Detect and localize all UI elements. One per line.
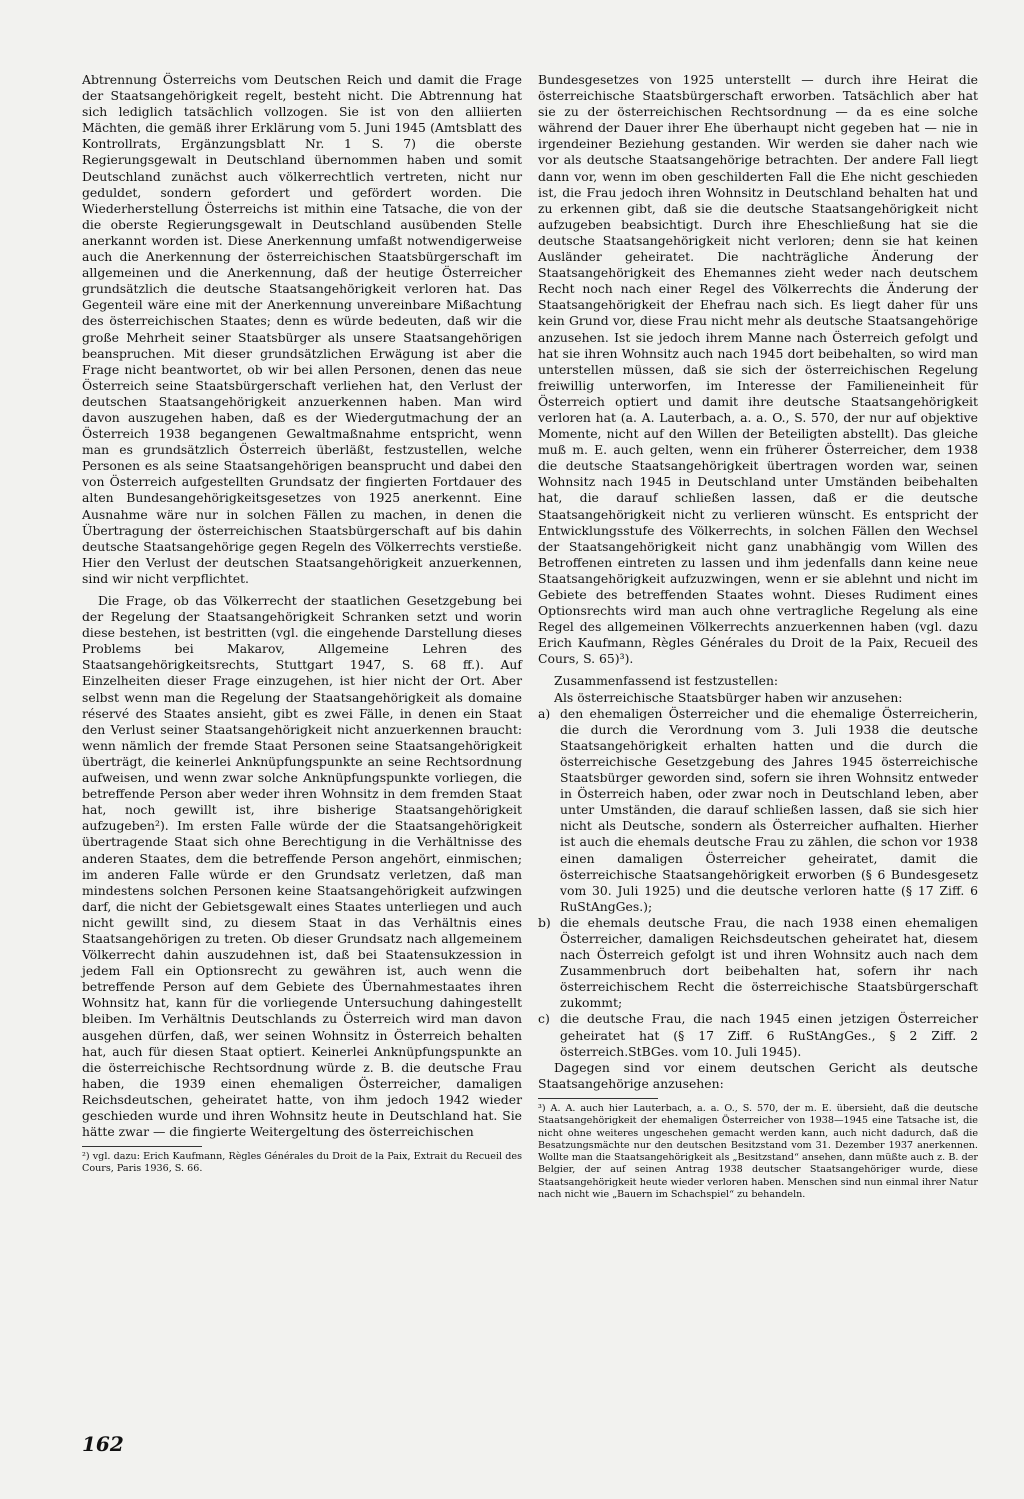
list-item-text: den ehemaligen Österreicher und die ehemalige Österreicherin, die durch die Verordnung vom 3. Juli 1938 die deutsche Staatsangehörigkeit erhalten hatten und die durch die österreichische Gesetzgebung des Jahres 1945 österreichische Staatsbürger geworden sind, sofern sie ihren Wohnsitz entweder in Österreich haben, oder zwar noch in Deutschland leben, aber unter Umständen, die darauf schließen lassen, daß sie sich hier nicht als Deutsche, sondern als Österreicher aufhalten. Hierher ist auch die ehemals deutsche Frau zu zählen, die schon vor 1938 einen damaligen Österreicher geheiratet, damit die österreichische Staatsangehörigkeit erworben (§ 6 Bundesgesetz vom 30. Juli 1925) und die deutsche verloren hatte (§ 17 Ziff. 6 RuStAngGes.); [560, 705, 978, 914]
page-number: 162 [82, 1432, 124, 1456]
paragraph: Die Frage, ob das Völkerrecht der staatlichen Gesetzgebung bei der Regelung der Staatsangehörigkeit Schranken setzt und worin diese bestehen, ist bestritten (vgl. die eingehende Darstellung dieses Problems bei Makarov, Allgemeine Lehren des Staatsangehörigkeitsrechts, Stuttgart 1947, S. 68 ff.). Auf Einzelheiten dieser Frage einzugehen, ist hier nicht der Ort. Aber selbst wenn man die Regelung der Staatsangehörigkeit als domaine réservé des Staates ansieht, gibt es zwei Fälle, in denen ein Staat den Verlust seiner Staatsangehörigkeit nicht anzuerkennen braucht: wenn nämlich der fremde Staat Personen seine Staatsangehörigkeit überträgt, die keinerlei Anknüpfungspunkte an seine Rechtsordnung aufweisen, und wenn zwar solche Anknüpfungspunkte vorliegen, die betreffende Person aber weder ihren Wohnsitz in dem fremden Staat hat, noch gewillt ist, ihre bisherige Staatsangehörigkeit aufzugeben²). Im ersten Falle würde der die Staatsangehörigkeit übertragende Staat sich ohne Berechtigung in die Verhältnisse des anderen Staates, dem die betreffende Person angehört, einmischen; im anderen Falle würde er den Grundsatz verletzen, daß man mindestens solchen Personen keine Staatsangehörigkeit aufzwingen darf, die nicht der Gebietsgewalt eines Staates unterliegen und auch nicht gewillt sind, zu diesem Staat in das Verhältnis eines Staatsangehörigen zu treten. Ob dieser Grundsatz nach allgemeinem Völkerrecht dahin auszudehnen ist, daß bei Staatensukzession in jedem Fall ein Optionsrecht zu gewähren ist, auch wenn die betreffende Person auf dem Gebiete des Übernahmestaates ihren Wohnsitz hat, kann für die vorliegende Untersuchung dahingestellt bleiben. Im Verhältnis Deutschlands zu Österreich wird man davon ausgehen dürfen, daß, wer seinen Wohnsitz in Österreich behalten hat, auch für diesen Staat optiert. Keinerlei Anknüpfungspunkte an die österreichische Rechtsordnung würde z. B. die deutsche Frau haben, die 1939 einen ehemaligen Österreicher, damaligen Reichsdeutschen, geheiratet hatte, von ihm jedoch 1942 wieder geschieden wurde und ihren Wohnsitz heute in Deutschland hat. Sie hätte zwar — die fingierte Weitergeltung des österreichischen [82, 593, 522, 1140]
paragraph: Als österreichische Staatsbürger haben wir anzusehen: [554, 689, 903, 705]
list-marker: c) [538, 1011, 550, 1027]
footnote-3: ³) A. A. auch hier Lauterbach, a. a. O., S. 570, der m. E. übersieht, daß die deutsche Staatsangehörigkeit der ehemaligen Österreicher von 1938—1945 eine Tatsache ist, die nicht ohne weiteres ungeschehen gemacht werden kann, auch nicht dadurch, daß die Besatzungsmächte nur den deutschen Besitzstand vom 31. Dezember 1937 anerkennen. Wollte man die Staatsangehörigkeit als „Besitzstand“ ansehen, dann müßte auch z. B. der Belgier, der auf seinen Antrag 1938 deutscher Staatsangehöriger wurde, diese Staatsangehörigkeit heute wieder verloren haben. Menschen sind nun einmal ihrer Natur nach nicht wie „Bauern im Schachspiel“ zu behandeln. [538, 1102, 978, 1200]
list-item-text: die ehemals deutsche Frau, die nach 1938 einen ehemaligen Österreicher, damaligen Reichsdeutschen geheiratet hat, diesem nach Österreich gefolgt ist und ihren Wohnsitz auch nach dem Zusammenbruch dort beibehalten hat, sofern ihr nach österreichischem Recht die österreichische Staatsbürgerschaft zukommt; [560, 914, 978, 1011]
numbered-list [538, 706, 978, 1060]
footnote-rule [82, 1146, 202, 1147]
footnote-rule [538, 1098, 658, 1099]
list-item [538, 915, 978, 1012]
right-column [538, 72, 978, 1201]
list-item [538, 706, 978, 915]
paragraph: Zusammenfassend ist festzustellen: [554, 673, 779, 689]
left-column [82, 72, 522, 1176]
list-marker: a) [538, 705, 551, 721]
footnote-2: ²) vgl. dazu: Erich Kaufmann, Règles Générales du Droit de la Paix, Extrait du Recueil des Cours, Paris 1936, S. 66. [82, 1151, 522, 1175]
list-item-text: die deutsche Frau, die nach 1945 einen jetzigen Österreicher geheiratet hat (§ 17 Ziff. 6 RuStAngGes., § 2 Ziff. 2 österreich.StBGes. vom 10. Juli 1945). [560, 1011, 978, 1059]
paragraph: Bundesgesetzes von 1925 unterstellt — durch ihre Heirat die österreichische Staatsbürgerschaft erworben. Tatsächlich aber hat sie zu der österreichischen Rechtsordnung — da es eine solche während der Dauer ihrer Ehe überhaupt nicht gegeben hat — nie in irgendeiner Beziehung gestanden. Wir werden sie daher nach wie vor als deutsche Staatsangehörige betrachten. Der andere Fall liegt dann vor, wenn im oben geschilderten Fall die Ehe nicht geschieden ist, die Frau jedoch ihren Wohnsitz in Deutschland behalten hat und zu erkennen gibt, daß sie die deutsche Staatsangehörigkeit nicht aufzugeben beabsichtigt. Durch ihre Eheschließung hat sie die deutsche Staatsangehörigkeit nicht verloren; denn sie hat keinen Ausländer geheiratet. Die nachträgliche Änderung der Staatsangehörigkeit des Ehemannes zieht weder nach deutschem Recht noch nach einer Regel des Völkerrechts die Änderung der Staatsangehörigkeit der Ehefrau nach sich. Es liegt daher für uns kein Grund vor, diese Frau nicht mehr als deutsche Staatsangehörige anzusehen. Ist sie jedoch ihrem Manne nach Österreich gefolgt und hat sie ihren Wohnsitz auch nach 1945 dort beibehalten, so wird man unterstellen müssen, daß sie sich der österreichischen Regelung freiwillig unterworfen, im Interesse der Familieneinheit für Österreich optiert und damit ihre deutsche Staatsangehörigkeit verloren hat (a. A. Lauterbach, a. a. O., S. 570, der nur auf objektive Momente, nicht auf den Willen der Beteiligten abstellt). Das gleiche muß m. E. auch gelten, wenn ein früherer Österreicher, dem 1938 die deutsche Staatsangehörigkeit übertragen worden war, seinen Wohnsitz nach 1945 in Deutschland unter Umständen beibehalten hat, die darauf schließen lassen, daß er die deutsche Staatsangehörigkeit nicht zu verlieren wünscht. Es entspricht der Entwicklungsstufe des Völkerrechts, in solchen Fällen den Wechsel der Staatsangehörigkeit nicht ganz unabhängig vom Willen des Betroffenen eintreten zu lassen und ihm jedenfalls dann keine neue Staatsangehörigkeit aufzuzwingen, wenn er sie ablehnt und nicht im Gebiete des betreffenden Staates wohnt. Dieses Rudiment eines Optionsrechts wird man auch ohne vertragliche Regelung als eine Regel des allgemeinen Völkerrechts anzuerkennen haben (vgl. dazu Erich Kaufmann, Règles Générales du Droit de la Paix, Recueil des Cours, S. 65)³). [538, 72, 978, 667]
paragraph: Dagegen sind vor einem deutschen Gericht als deutsche Staatsangehörige anzusehen: [538, 1059, 978, 1091]
paragraph: Abtrennung Österreichs vom Deutschen Reich und damit die Frage der Staatsangehörigkeit regelt, besteht nicht. Die Abtrennung hat sich lediglich tatsächlich vollzogen. Sie ist von den alliierten Mächten, die gemäß ihrer Erklärung vom 5. Juni 1945 (Amtsblatt des Kontrollrats, Ergänzungsblatt Nr. 1 S. 7) die oberste Regierungsgewalt in Deutschland übernommen haben und somit Deutschland zunächst auch völkerrechtlich vertreten, nicht nur geduldet, sondern gefordert und gefördert worden. Die Wiederherstellung Österreichs ist mithin eine Tatsache, die von der die oberste Regierungsgewalt in Deutschland ausübenden Stelle anerkannt worden ist. Diese Anerkennung umfaßt notwendigerweise auch die Anerkennung der österreichischen Staatsbürgerschaft im allgemeinen und die Anerkennung, daß der heutige Österreicher grundsätzlich die deutsche Staatsangehörigkeit verloren hat. Das Gegenteil wäre eine mit der Anerkennung unvereinbare Mißachtung des österreichischen Staates; denn es würde bedeuten, daß wir die große Mehrheit seiner Staatsbürger als unsere Staatsangehörigen beanspruchen. Mit dieser grundsätzlichen Erwägung ist aber die Frage nicht beantwortet, ob wir bei allen Personen, denen das neue Österreich seine Staatsbürgerschaft verliehen hat, den Verlust der deutschen Staatsangehörigkeit anzuerkennen haben. Man wird davon auszugehen haben, daß es der Wiedergutmachung der an Österreich 1938 begangenen Gewaltmaßnahme entspricht, wenn man es grundsätzlich Österreich überläßt, festzustellen, welche Personen es als seine Staatsangehörigen beansprucht und dabei den von Österreich aufgestellten Grundsatz der fingierten Fortdauer des alten Bundesangehörigkeitsgesetzes von 1925 anerkennt. Eine Ausnahme wäre nur in solchen Fällen zu machen, in denen die Übertragung der österreichischen Staatsbürgerschaft auf bis dahin deutsche Staatsangehörige gegen Regeln des Völkerrechts verstieße. Hier den Verlust der deutschen Staatsangehörigkeit anzuerkennen, sind wir nicht verpflichtet. [82, 72, 522, 586]
list-marker: b) [538, 914, 551, 930]
list-item [538, 1011, 978, 1059]
